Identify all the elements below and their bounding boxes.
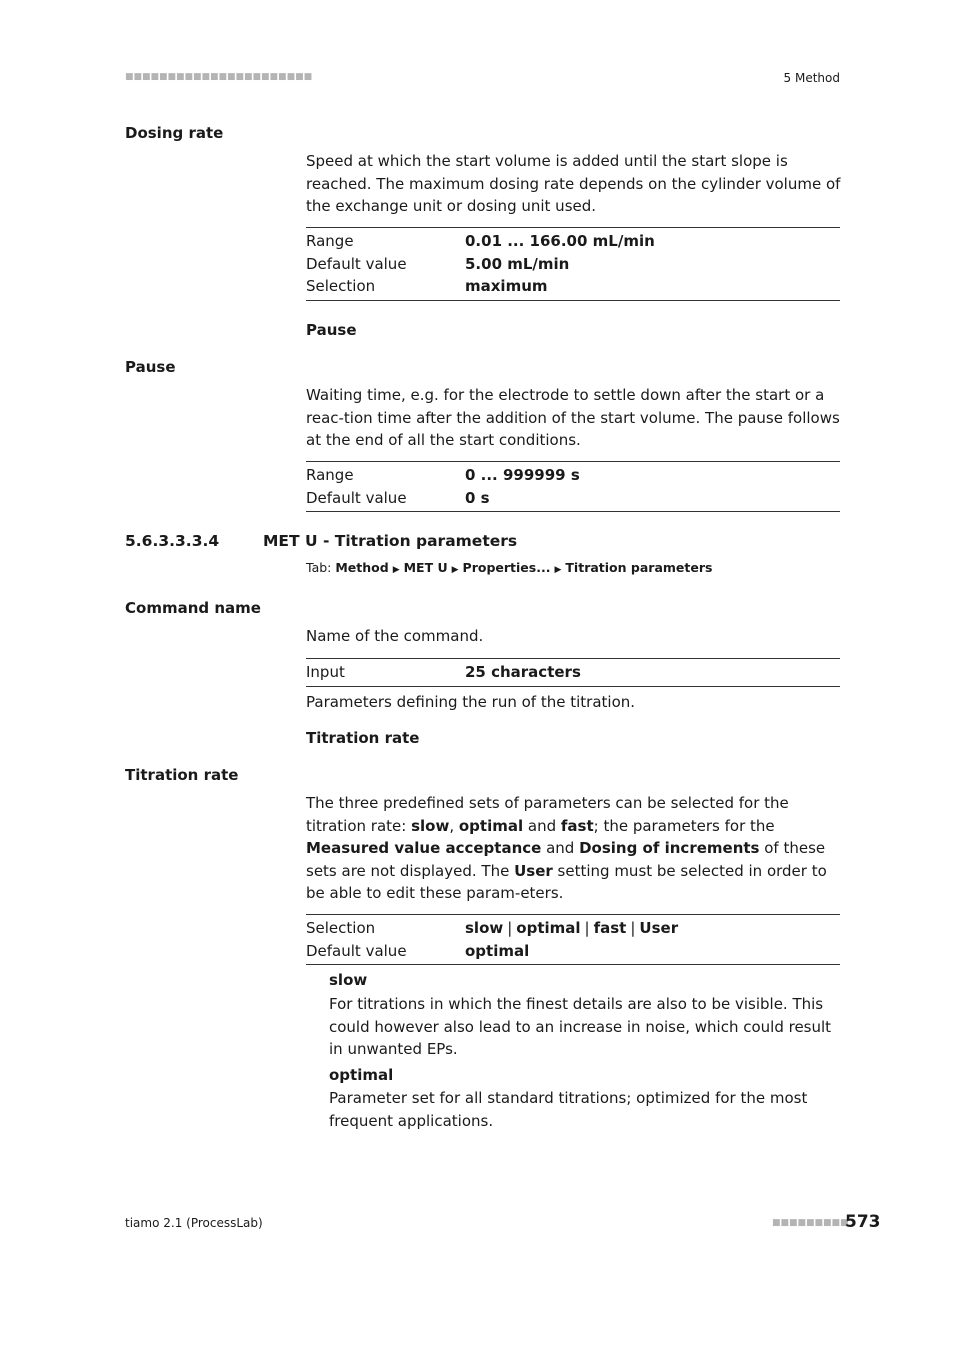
table-value: 0 s (465, 488, 490, 507)
option-separator: | (630, 919, 636, 937)
tab-prefix: Tab: (306, 560, 336, 575)
pause-subheading: Pause (306, 321, 357, 339)
table-key: Selection (306, 919, 376, 937)
definition-term-slow: slow (329, 971, 368, 989)
breadcrumb-item-properties: Properties... (462, 560, 551, 575)
option-fast: fast (593, 919, 627, 937)
option-optimal: optimal (516, 919, 581, 937)
pause-table (306, 461, 840, 512)
page-number: 573 (845, 1212, 881, 1232)
table-key: Input (306, 663, 345, 681)
titration-rate-description: The three predefined sets of parameters can be selected for the titration rate: slow, optimal and fast; the parameters for the Measured value acceptance and Dosing of increments of these sets are not displayed. The User setting must be selected in order to be able to edit these param-eters. (306, 794, 827, 903)
pause-description: Waiting time, e.g. for the electrode to settle down after the start or a reac-tion time after the addition of the start volume. The pause follows at the end of all the start conditions. (306, 386, 840, 450)
definition-text-slow: For titrations in which the finest details are also to be visible. This could however also lead to an increase in noise, which could result in unwanted EPs. (329, 995, 832, 1059)
section-number: 5.6.3.3.3.4 (125, 532, 220, 550)
titration-rate-table (306, 914, 840, 965)
parameters-intro: Parameters defining the run of the titration. (306, 693, 636, 711)
footer-decoration: ■■■■■■■■■ (772, 1218, 849, 1228)
table-row (306, 487, 840, 510)
table-row (306, 230, 840, 253)
triangle-right-icon: ▶ (554, 565, 562, 575)
triangle-right-icon: ▶ (451, 565, 459, 575)
table-key: Default value (306, 941, 407, 960)
breadcrumb-item-titration-parameters: Titration parameters (565, 560, 713, 575)
table-row (306, 940, 840, 963)
dosing-rate-description: Speed at which the start volume is added until the start slope is reached. The maximum dosing rate depends on the cylinder volume of the exchange unit or dosing unit used. (306, 152, 841, 216)
table-key: Range (306, 232, 354, 250)
command-name-table (306, 658, 840, 687)
titration-rate-subheading: Titration rate (306, 729, 420, 747)
table-key: Default value (306, 488, 407, 507)
breadcrumb-item-method: Method (335, 560, 389, 575)
table-value: maximum (465, 277, 548, 295)
table-key: Default value (306, 254, 407, 273)
table-value: 5.00 mL/min (465, 254, 570, 273)
command-name-description: Name of the command. (306, 627, 484, 645)
triangle-right-icon: ▶ (392, 565, 400, 575)
section-title: MET U - Titration parameters (263, 532, 518, 550)
option-separator: | (507, 919, 513, 937)
breadcrumb-item-met-u: MET U (403, 560, 448, 575)
definition-text-optimal: Parameter set for all standard titrations; optimized for the most frequent applications. (329, 1089, 808, 1130)
option-user: User (639, 919, 679, 937)
header-decoration: ■■■■■■■■■■■■■■■■■■■■■■ (125, 72, 313, 82)
option-slow: slow (465, 919, 504, 937)
table-value: 25 characters (465, 663, 581, 681)
table-value: 0 ... 999999 s (465, 466, 580, 484)
table-row (306, 661, 840, 684)
dosing-rate-table (306, 227, 840, 301)
table-key: Selection (306, 277, 376, 295)
command-name-label: Command name (125, 599, 261, 617)
header-chapter: 5 Method (783, 71, 840, 85)
table-row (306, 917, 840, 940)
option-separator: | (584, 919, 590, 937)
table-row (306, 253, 840, 276)
table-value: 0.01 ... 166.00 mL/min (465, 232, 655, 250)
table-value: optimal (465, 941, 530, 960)
titration-rate-label: Titration rate (125, 766, 239, 784)
pause-label: Pause (125, 358, 176, 376)
definition-term-optimal: optimal (329, 1066, 394, 1084)
table-row (306, 464, 840, 487)
footer-product: tiamo 2.1 (ProcessLab) (125, 1216, 263, 1230)
table-row (306, 275, 840, 298)
table-value (465, 917, 678, 940)
dosing-rate-label: Dosing rate (125, 124, 224, 142)
tab-breadcrumb (306, 560, 712, 575)
table-key: Range (306, 466, 354, 484)
